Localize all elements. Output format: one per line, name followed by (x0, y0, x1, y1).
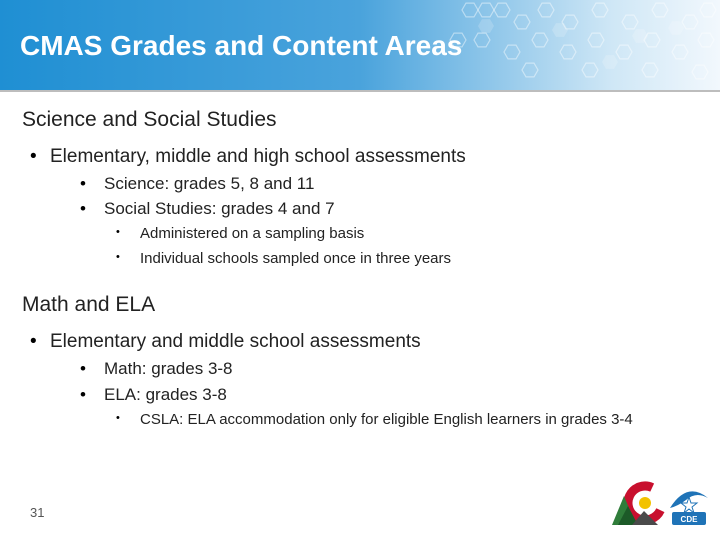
subsubbullet-text: Administered on a sampling basis (140, 225, 365, 242)
bullet-text: Elementary and middle school assessments (50, 331, 421, 352)
slide-title: CMAS Grades and Content Areas (20, 30, 463, 61)
bullet-icon: • (116, 226, 120, 238)
bullet-icon: • (30, 331, 37, 352)
subsubbullet-text: Individual schools sampled once in three years (140, 250, 452, 267)
bullet-icon: • (80, 359, 86, 378)
bullet-icon: • (116, 412, 120, 424)
colorado-c-mountain-logo-icon (612, 480, 668, 525)
bullet-icon: • (80, 385, 86, 404)
cde-star-logo-icon (670, 491, 708, 525)
subbullet-text: Science: grades 5, 8 and 11 (104, 174, 315, 193)
bullet-icon: • (116, 251, 120, 263)
subbullet-text: ELA: grades 3-8 (104, 385, 227, 404)
logos (608, 478, 713, 528)
cde-text: CDE (680, 515, 698, 524)
section-heading: Math and ELA (22, 293, 156, 316)
title-bar (0, 0, 720, 90)
title-divider (0, 90, 720, 92)
bullet-text: Elementary, middle and high school assessments (50, 146, 466, 167)
subsubbullet-text: CSLA: ELA accommodation only for eligible English learners in grades 3-4 (140, 411, 633, 428)
subbullet-text: Math: grades 3-8 (104, 359, 233, 378)
subbullet-text: Social Studies: grades 4 and 7 (104, 199, 335, 218)
section-heading: Science and Social Studies (22, 108, 277, 131)
slide-number: 31 (30, 505, 45, 520)
bullet-icon: • (80, 174, 86, 193)
bullet-icon: • (80, 199, 86, 218)
bullet-icon: • (30, 146, 37, 167)
